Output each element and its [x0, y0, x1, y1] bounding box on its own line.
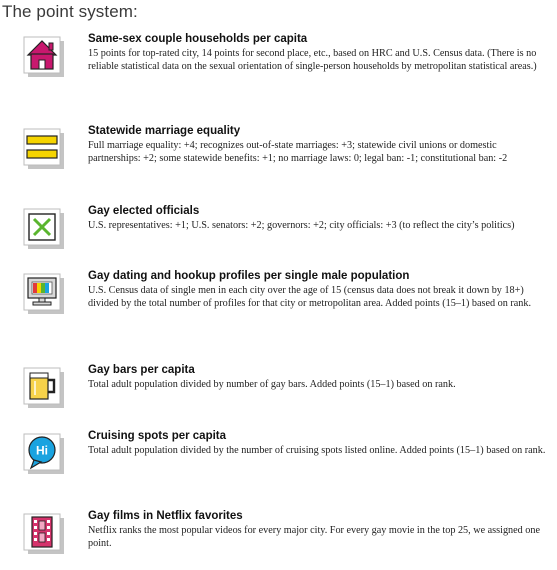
- item-description: Netflix ranks the most popular videos for every major city. For every gay movie in the top 25, we assigned one point.: [88, 525, 541, 549]
- ballot-box-icon: [22, 205, 66, 249]
- svg-text:Hi: Hi: [36, 443, 48, 458]
- item-description: 15 points for top-rated city, 14 points for second place, etc., based on HRC and U.S. Census data. (There is no reliable statistical data on the sexual orientation of single-person households by metropolitan statistical areas.): [88, 48, 537, 72]
- item-description: Full marriage equality: +4; recognizes out-of-state marriages: +3; statewide civil unions or domestic partnerships: +2; some statewide benefits: +1; no marriage laws: 0; legal ban: -1; constitutional ban: -2: [88, 140, 508, 164]
- beer-mug-icon: [22, 364, 66, 408]
- item-title: Gay dating and hookup profiles per single male population: [88, 270, 410, 282]
- item-title: Gay films in Netflix favorites: [88, 510, 243, 522]
- item-description: Total adult population divided by number of gay bars. Added points (15–1) based on rank.: [88, 379, 456, 390]
- item-description: U.S. Census data of single men in each city over the age of 15 (census data does not break it down by 18+) divided by the total number of profiles for that city or metropolitan area. Added points (15–1) based on rank.: [88, 285, 532, 309]
- film-strip-icon: [22, 510, 66, 554]
- hi-speech-bubble-icon: [22, 430, 66, 474]
- item-title: Gay elected officials: [88, 205, 200, 217]
- item-title: Gay bars per capita: [88, 364, 195, 376]
- equals-sign-icon: [22, 125, 66, 169]
- house-icon: [22, 33, 66, 77]
- computer-monitor-icon: [22, 270, 66, 314]
- item-description: Total adult population divided by the number of cruising spots listed online. Added points (15–1) based on rank.: [88, 445, 546, 456]
- item-title: Same-sex couple households per capita: [88, 33, 308, 45]
- item-title: Statewide marriage equality: [88, 125, 241, 137]
- page-title: The point system:: [2, 2, 138, 21]
- item-title: Cruising spots per capita: [88, 430, 227, 442]
- item-description: U.S. representatives: +1; U.S. senators: +2; governors: +2; city officials: +3 (to reflect the city’s politics): [88, 220, 515, 231]
